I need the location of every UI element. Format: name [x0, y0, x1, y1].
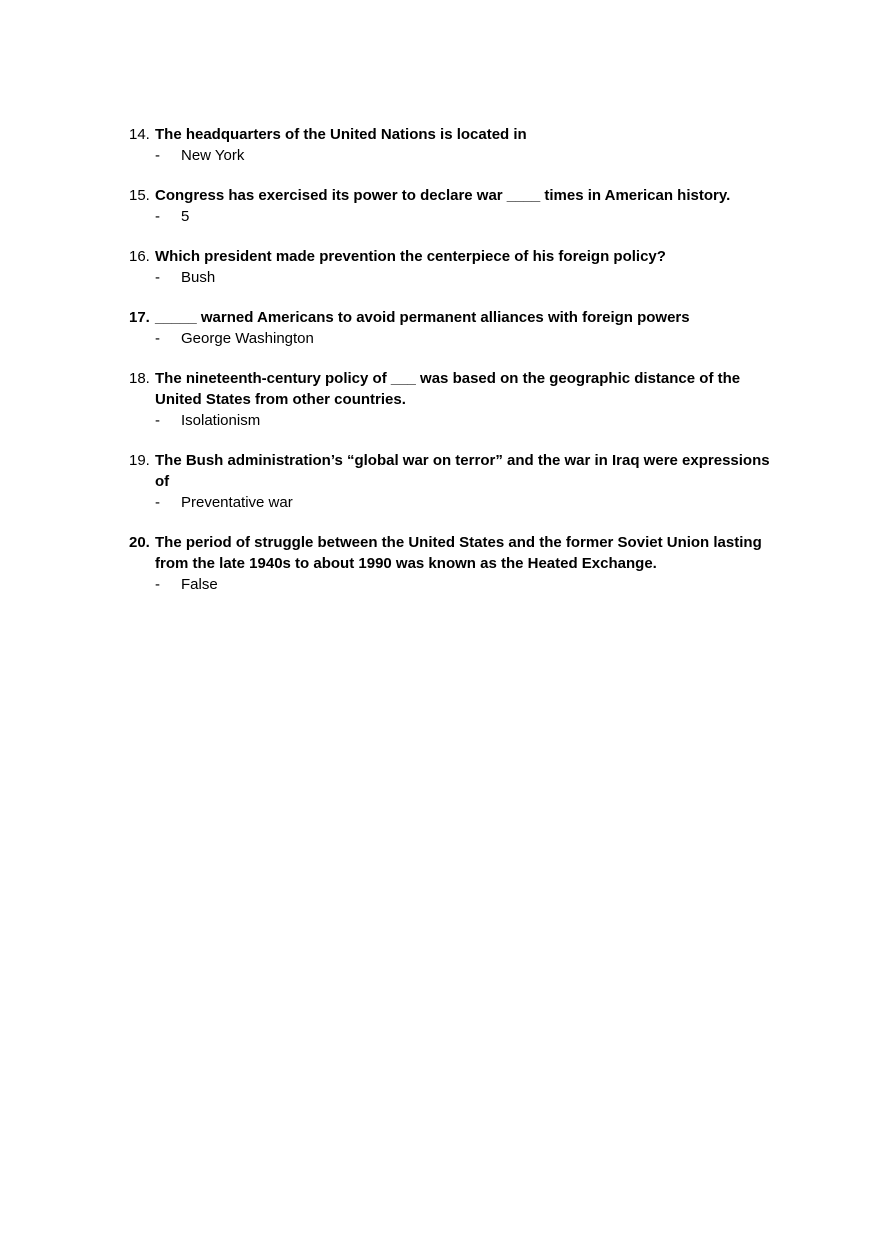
question-item: [129, 185, 789, 227]
question-text: The Bush administration’s “global war on terror” and the war in Iraq were expressions of: [155, 452, 770, 490]
answer-text: New York: [181, 147, 245, 164]
answer-text: Bush: [181, 269, 216, 286]
answer-text: 5: [181, 208, 190, 225]
question-number: 14.: [129, 126, 150, 143]
answer-text: False: [181, 576, 218, 593]
answer-dash: -: [155, 208, 160, 225]
question-text: The headquarters of the United Nations is located in: [155, 126, 527, 143]
question-number: 20.: [129, 534, 150, 551]
question-item: [129, 246, 789, 288]
answer-line: [155, 492, 789, 513]
answer-line: [155, 267, 789, 288]
question-number: 17.: [129, 309, 150, 326]
question-number: 16.: [129, 248, 150, 265]
answer-line: [155, 574, 789, 595]
question-item: [129, 124, 789, 166]
question-item: [129, 307, 789, 349]
answer-dash: -: [155, 330, 160, 347]
answer-line: [155, 410, 789, 431]
question-text: The nineteenth-century policy of ___ was based on the geographic distance of the United States from other countries.: [155, 370, 741, 408]
question-number: 15.: [129, 187, 150, 204]
answer-line: [155, 206, 789, 227]
answer-dash: -: [155, 269, 160, 286]
answer-line: [155, 145, 789, 166]
answer-dash: -: [155, 412, 160, 429]
question-item: [129, 368, 789, 431]
question-text: _____ warned Americans to avoid permanent alliances with foreign powers: [155, 309, 690, 326]
question-text: Which president made prevention the centerpiece of his foreign policy?: [155, 248, 666, 265]
answer-dash: -: [155, 576, 160, 593]
answer-line: [155, 328, 789, 349]
answer-text: Preventative war: [181, 494, 293, 511]
question-item: [129, 450, 789, 513]
question-list: [129, 124, 789, 614]
question-text: The period of struggle between the United States and the former Soviet Union lasting from the late 1940s to about 1990 was known as the Heated Exchange.: [155, 534, 762, 572]
question-number: 19.: [129, 452, 150, 469]
question-item: [129, 532, 789, 595]
answer-dash: -: [155, 147, 160, 164]
answer-text: Isolationism: [181, 412, 261, 429]
answer-dash: -: [155, 494, 160, 511]
question-text: Congress has exercised its power to declare war ____ times in American history.: [155, 187, 731, 204]
answer-text: George Washington: [181, 330, 314, 347]
question-number: 18.: [129, 370, 150, 387]
